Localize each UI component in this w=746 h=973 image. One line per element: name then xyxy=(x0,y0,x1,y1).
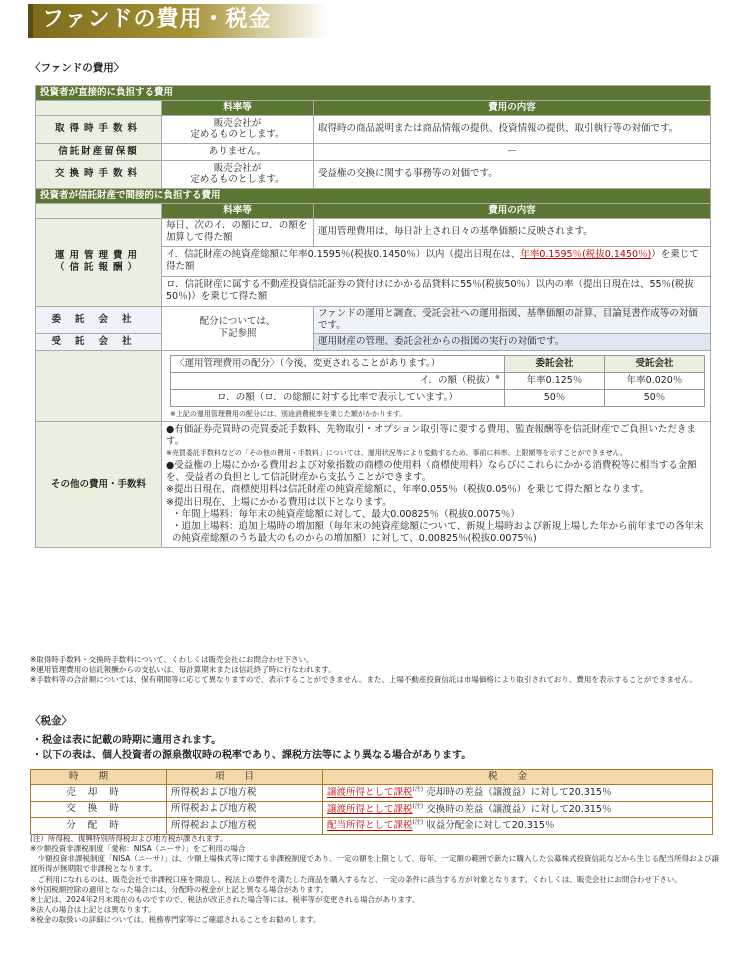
alloc-rate: 配分については、 下記参照 xyxy=(162,306,314,350)
tax-note: ※少額投資非課税制度「愛称：NISA（ニーサ）」をご利用の場合 xyxy=(30,844,246,854)
tax-note: 少額投資非課税制度「NISA（ニーサ）」は、少額上場株式等に関する非課税制度であり、一定の額を上限として、毎年、一定額の範囲で新たに購入した公募株式投資信託などから生じる配当所得および譲渡所得が無期限で非課税となります。 xyxy=(30,854,719,874)
tax-note: (注）所得税、復興特別所得税および地方税が課されます。 xyxy=(30,834,228,843)
indirect-band: 投資者が信託財産で間接的に負担する費用 xyxy=(36,188,711,203)
trustee-content: 運用財産の管理、委託会社からの指図の実行の対価です。 xyxy=(314,333,711,350)
other-p3: ●受益権の上場にかかる費用および対象指数の商標の使用料（商標使用料）ならびにこれらにかかる消費税等に相当する金額を、受益者の負担として信託財産から支払うことができます。 xyxy=(166,459,697,483)
trustor-label: 委託会社 xyxy=(36,306,162,333)
alloc-header: 〈運用管理費用の配分〉（今後、変更されることがあります。） xyxy=(171,355,505,372)
other-p1: ●有価証券売買時の売買委託手数料、先物取引・オプション取引等に要する費用、監査報酬等を信託財産でご負担いただきます。 xyxy=(166,424,696,448)
indirect-col-content: 費用の内容 xyxy=(314,203,711,218)
other-p2: ※売買委託手数料などの「その他の費用・手数料」については、運用状況等により変動するため、事前に料率、上限額等を示すことができません。 xyxy=(166,449,627,457)
row-content-retention: ー xyxy=(314,143,711,160)
tax-table xyxy=(30,769,713,835)
page-banner xyxy=(28,4,328,38)
tax-note: ※上記は、2024年2月末現在のものですので、税法が改正された場合等には、税率等が変更される場合があります。 xyxy=(30,894,420,904)
tax-notes xyxy=(30,834,720,925)
other-fees-label: その他の費用・手数料 xyxy=(36,422,162,548)
mgmt-i-text: イ．信託財産の純資産総額に年率0.1595％(税抜0.1450％）以内（提出日現在は、年率0.1595％(税抜0.1450％)）を乗じて得た額 xyxy=(162,246,711,276)
alloc-row2-label: ロ．の額（ロ．の総額に対する比率で表示しています。） xyxy=(171,389,505,406)
mgmt-label-line1: 運用管理費用 xyxy=(54,250,142,262)
tax-bullet: ・税金は表に記載の時期に適用されます。 xyxy=(32,735,222,746)
row-rate-retention: ありません。 xyxy=(162,143,314,160)
alloc-row2-trustor: 50％ xyxy=(505,389,605,406)
fee-table xyxy=(35,85,711,548)
tax-when: 交換時 xyxy=(31,801,167,818)
alloc-row2-trustee: 50％ xyxy=(605,389,705,406)
indirect-col-rate: 料率等 xyxy=(162,203,314,218)
tax-desc: 譲渡所得として課税$^{(注)}$ 売却時の差益（譲渡益）に対して20.315％ xyxy=(323,785,713,802)
row-label-exchange: 交換時手数料 xyxy=(36,160,162,188)
fee-notes xyxy=(30,655,720,685)
fee-note: ※手数料等の合計額については、保有期間等に応じて異なりますので、表示することができません。また、上場不動産投資信託は市場価格により取引されており、費用を表示することができません。 xyxy=(30,675,697,685)
row-content-exchange: 受益権の交換に関する事務等の対価です。 xyxy=(314,160,711,188)
other-p5: ※提出日現在、上場にかかる費用は以下となります。 xyxy=(166,497,392,509)
banner-title: ファンドの費用・税金 xyxy=(42,7,272,32)
tax-bullet: ・以下の表は、個人投資者の源泉徴収時の税率であり、課税方法等により異なる場合があります。 xyxy=(32,750,472,761)
tax-col-when: 時期 xyxy=(31,770,167,785)
tax-note: ※税金の取扱いの詳細については、税務専門家等にご確認されることをお勧めします。 xyxy=(30,915,321,924)
direct-col-content: 費用の内容 xyxy=(314,100,711,115)
other-p7: ・追加上場料：追加上場時の増加額（毎年末の純資産総額について、新規上場時および新規上場した年から前年までの各年末の純資産総額のうち最大のものからの増加額）に対して、0.00825％(税抜0.0075％) xyxy=(172,521,704,544)
trustee-label: 受託会社 xyxy=(36,333,162,350)
tax-note: ※法人の場合は上記とは異なります。 xyxy=(30,904,156,914)
mgmt-fee-label xyxy=(36,218,162,306)
direct-band: 投資者が直接的に負担する費用 xyxy=(36,86,711,101)
alloc-table xyxy=(170,355,705,407)
alloc-col-trustee: 受託会社 xyxy=(605,355,705,372)
trustor-content: ファンドの運用と調査、受託会社への運用指図、基準価額の計算、目論見書作成等の対価です。 xyxy=(314,306,711,333)
other-p6: ・年間上場料：毎年末の純資産総額に対して、最大0.00825％（税抜0.0075％） xyxy=(172,509,520,521)
tax-desc: 配当所得として課税$^{(注)}$ 収益分配金に対して20.315％ xyxy=(323,818,713,835)
tax-col-tax: 税金 xyxy=(323,770,713,785)
tax-item: 所得税および地方税 xyxy=(167,801,323,818)
tax-when: 売却時 xyxy=(31,785,167,802)
row-rate-exchange: 販売会社が 定めるものとします。 xyxy=(162,160,314,188)
tax-col-item: 項目 xyxy=(167,770,323,785)
mgmt-label-line2: （信託報酬） xyxy=(54,262,142,274)
direct-col-rate: 料率等 xyxy=(162,100,314,115)
alloc-row1-trustee: 年率0.020％ xyxy=(605,372,705,389)
tax-when: 分配時 xyxy=(31,818,167,835)
tax-section-title: 〈税金〉 xyxy=(30,715,72,727)
fee-note: ※取得時手数料・交換時手数料について、くわしくは販売会社にお問合わせ下さい。 xyxy=(30,655,314,664)
tax-note: ご利用になれるのは、販売会社で非課税口座を開設し、税法上の要件を満たした商品を購入するなど、一定の条件に該当する方が対象となります。くわしくは、販売会社にお問合わせ下さい。 xyxy=(30,874,682,884)
alloc-note: ※上記の運用管理費用の配分には、別途消費税率を乗じた額がかかります。 xyxy=(170,409,407,418)
mgmt-ro-text: ロ．信託財産に属する不動産投資信託証券の貸付けにかかる品貸料に55％(税抜50％）以内の率（提出日現在は、55％(税抜50％)）を乗じて得た額 xyxy=(162,276,711,306)
row-content-acquisition: 取得時の商品説明または商品情報の提供、投資情報の提供、取引執行等の対価です。 xyxy=(314,115,711,143)
alloc-cell xyxy=(162,350,711,422)
alloc-row1-label: イ．の額（税抜）※ xyxy=(171,372,505,389)
other-p4: ※提出日現在、商標使用料は信託財産の純資産総額に、年率0.055％（税抜0.05％）を乗じて得た額となります。 xyxy=(166,483,650,495)
fee-section-title: 〈ファンドの費用〉 xyxy=(30,62,125,74)
mgmt-rate: 毎日、次のイ．の額にロ．の額を加算して得た額 xyxy=(162,218,314,246)
tax-note: ※外国税額控除の適用となった場合には、分配時の税金が上記と異なる場合があります。 xyxy=(30,884,329,894)
row-label-acquisition: 取得時手数料 xyxy=(36,115,162,143)
row-label-retention: 信託財産留保額 xyxy=(36,143,162,160)
other-fees-content xyxy=(162,422,711,548)
tax-bullets xyxy=(32,733,471,763)
mgmt-content: 運用管理費用は、毎日計上され日々の基準価額に反映されます。 xyxy=(314,218,711,246)
alloc-row1-trustor: 年率0.125％ xyxy=(505,372,605,389)
mgmt-i-rate-red: 年率0.1595％(税抜0.1450％) xyxy=(520,249,652,261)
alloc-col-trustor: 委託会社 xyxy=(505,355,605,372)
tax-item: 所得税および地方税 xyxy=(167,785,323,802)
row-rate-acquisition: 販売会社が 定めるものとします。 xyxy=(162,115,314,143)
tax-desc: 譲渡所得として課税$^{(注)}$ 交換時の差益（譲渡益）に対して20.315％ xyxy=(323,801,713,818)
fee-note: ※運用管理費用の信託報酬からの支払いは、毎計算期末または信託終了時に行なわれます。 xyxy=(30,665,336,675)
tax-item: 所得税および地方税 xyxy=(167,818,323,835)
